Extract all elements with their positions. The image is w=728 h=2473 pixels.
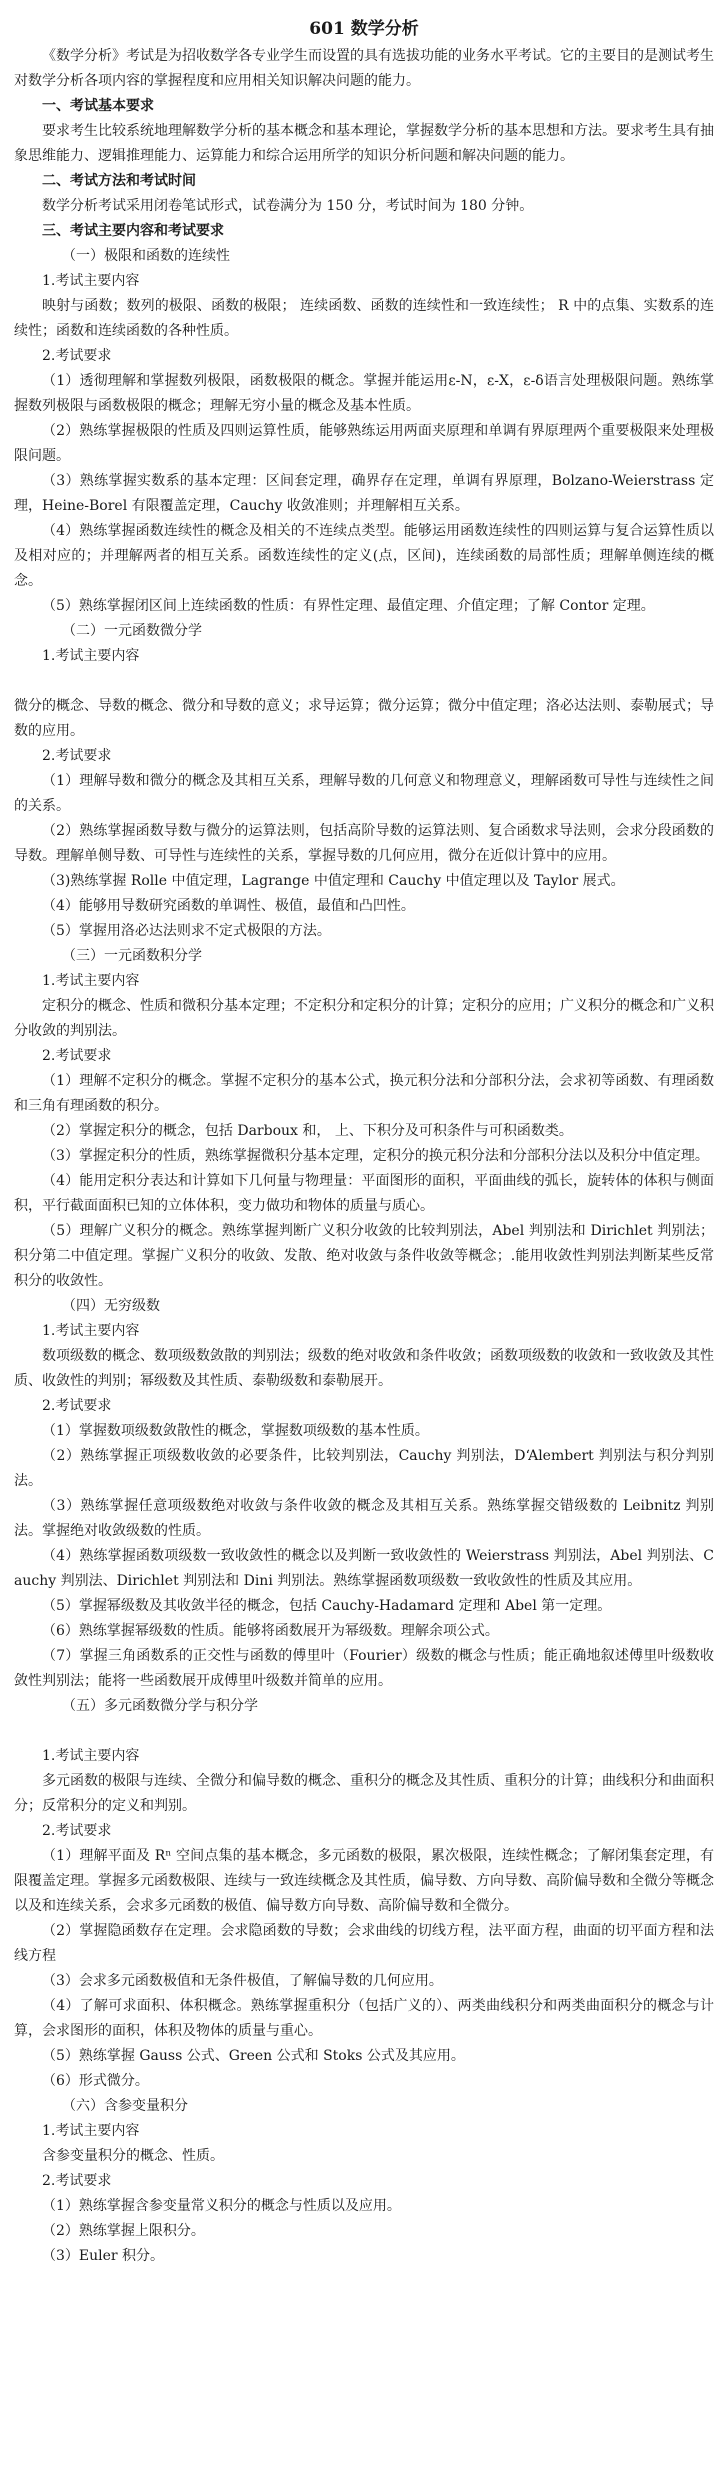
section-heading: 二、考试方法和考试时间 xyxy=(42,173,196,189)
paragraph: 2.考试要求 xyxy=(42,2173,112,2189)
paragraph: （二）一元函数微分学 xyxy=(62,623,202,639)
paragraph: （3）Euler 积分。 xyxy=(42,2248,165,2264)
paragraph: 2.考试要求 xyxy=(42,348,112,364)
paragraph: 含参变量积分的概念、性质。 xyxy=(42,2148,224,2164)
paragraph: 数学分析考试采用闭卷笔试形式，试卷满分为 150 分，考试时间为 180 分钟。 xyxy=(42,198,534,214)
paragraph: （3）掌握定积分的性质，熟练掌握微积分基本定理，定积分的换元积分法和分部积分法以及积分中值定理。 xyxy=(42,1148,709,1164)
paragraph: （5）熟练掌握闭区间上连续函数的性质：有界性定理、最值定理、介值定理；了解 Contor 定理。 xyxy=(42,598,655,614)
paragraph: 映射与函数；数列的极限、函数的极限； 连续函数、函数的连续性和一致连续性； R 中的点集、实数系的连续性；函数和连续函数的各种性质。 xyxy=(14,298,714,339)
paragraph: （4）熟练掌握函数连续性的概念及相关的不连续点类型。能够运用函数连续性的四则运算与复合运算性质以及相对应的；并理解两者的相互关系。函数连续性的定义(点，区间)，连续函数的局部性质；理解单侧连续的概念。 xyxy=(14,523,714,589)
paragraph: （5）掌握幂级数及其收敛半径的概念，包括 Cauchy-Hadamard 定理和 Abel 第一定理。 xyxy=(42,1598,612,1614)
page-title: 601 数学分析 xyxy=(309,19,419,39)
paragraph: （3)熟练掌握 Rolle 中值定理，Lagrange 中值定理和 Cauchy 中值定理以及 Taylor 展式。 xyxy=(42,873,625,889)
paragraph: （6）熟练掌握幂级数的性质。能够将函数展开为幂级数。理解余项公式。 xyxy=(42,1623,499,1639)
paragraph: （一）极限和函数的连续性 xyxy=(62,248,230,264)
paragraph: （4）能够用导数研究函数的单调性、极值，最值和凸凹性。 xyxy=(42,898,415,914)
paragraph: （4）能用定积分表达和计算如下几何量与物理量：平面图形的面积，平面曲线的弧长，旋转体的体积与侧面积，平行截面面积已知的立体体积，变力做功和物体的质量与质心。 xyxy=(14,1173,714,1214)
paragraph: （2）熟练掌握上限积分。 xyxy=(42,2223,205,2239)
paragraph: （6）形式微分。 xyxy=(42,2073,149,2089)
paragraph: 微分的概念、导数的概念、微分和导数的意义；求导运算；微分运算；微分中值定理；洛必达法则、泰勒展式；导数的应用。 xyxy=(14,698,714,739)
paragraph: （2）熟练掌握函数导数与微分的运算法则，包括高阶导数的运算法则、复合函数求导法则，会求分段函数的导数。理解单侧导数、可导性与连续性的关系，掌握导数的几何应用，微分在近似计算中的应用。 xyxy=(14,823,714,864)
paragraph: （2）掌握定积分的概念，包括 Darboux 和， 上、下积分及可积条件与可积函数类。 xyxy=(42,1123,573,1139)
paragraph: 2.考试要求 xyxy=(42,1048,112,1064)
paragraph: 多元函数的极限与连续、全微分和偏导数的概念、重积分的概念及其性质、重积分的计算；曲线积分和曲面积分；反常积分的定义和判别。 xyxy=(14,1773,714,1814)
paragraph: （3）熟练掌握实数系的基本定理：区间套定理，确界存在定理，单调有界原理，Bolzano-Weierstrass 定理，Heine-Borel 有限覆盖定理，Cauchy 收敛准则；并理解相互关系。 xyxy=(14,473,714,514)
paragraph: （4）了解可求面积、体积概念。熟练掌握重积分（包括广义的）、两类曲线积分和两类曲面积分的概念与计算，会求图形的面积，体积及物体的质量与重心。 xyxy=(14,1998,714,2039)
paragraph: 1.考试主要内容 xyxy=(42,973,140,989)
paragraph: 1.考试主要内容 xyxy=(42,1323,140,1339)
paragraph: （3）熟练掌握任意项级数绝对收敛与条件收敛的概念及其相互关系。熟练掌握交错级数的 Leibnitz 判别法。掌握绝对收敛级数的性质。 xyxy=(14,1498,714,1539)
paragraph: 1.考试主要内容 xyxy=(42,2123,140,2139)
paragraph: 2.考试要求 xyxy=(42,748,112,764)
paragraph: （7）掌握三角函数系的正交性与函数的傅里叶（Fourier）级数的概念与性质；能正确地叙述傅里叶级数收敛性判别法；能将一些函数展开成傅里叶级数并简单的应用。 xyxy=(14,1648,714,1689)
paragraph: 1.考试主要内容 xyxy=(42,648,140,664)
paragraph: （2）熟练掌握正项级数收敛的必要条件，比较判别法，Cauchy 判别法，D‘Alembert 判别法与积分判别法。 xyxy=(14,1448,714,1489)
paragraph: 1.考试主要内容 xyxy=(42,273,140,289)
paragraph: （1）理解平面及 Rⁿ 空间点集的基本概念，多元函数的极限，累次极限，连续性概念；了解闭集套定理，有限覆盖定理。掌握多元函数极限、连续与一致连续概念及其性质，偏导数、方向导数、高阶偏导数和全微分等概念以及和连续关系，会求多元函数的极值、偏导数方向导数、高阶偏导数和全微分。 xyxy=(14,1848,714,1914)
paragraph: （5）熟练掌握 Gauss 公式、Green 公式和 Stoks 公式及其应用。 xyxy=(42,2048,465,2064)
paragraph: （四）无穷级数 xyxy=(62,1298,160,1314)
paragraph: 1.考试主要内容 xyxy=(42,1748,140,1764)
section-heading: 一、考试基本要求 xyxy=(42,98,154,114)
paragraph: （2）熟练掌握极限的性质及四则运算性质，能够熟练运用两面夹原理和单调有界原理两个重要极限来处理极限问题。 xyxy=(14,423,714,464)
paragraph: （1）透彻理解和掌握数列极限，函数极限的概念。掌握并能运用ε-N，ε-X，ε-δ语言处理极限问题。熟练掌握数列极限与函数极限的概念；理解无穷小量的概念及基本性质。 xyxy=(14,373,714,414)
paragraph: （六）含参变量积分 xyxy=(62,2098,188,2114)
paragraph: （1）理解导数和微分的概念及其相互关系，理解导数的几何意义和物理意义，理解函数可导性与连续性之间的关系。 xyxy=(14,773,714,814)
paragraph: 数项级数的概念、数项级数敛散的判别法；级数的绝对收敛和条件收敛；函数项级数的收敛和一致收敛及其性质、收敛性的判别；幂级数及其性质、泰勒级数和泰勒展开。 xyxy=(14,1348,714,1389)
paragraph: 2.考试要求 xyxy=(42,1823,112,1839)
paragraph: （5）掌握用洛必达法则求不定式极限的方法。 xyxy=(42,923,331,939)
paragraph: （三）一元函数积分学 xyxy=(62,948,202,964)
paragraph: （五）多元函数微分学与积分学 xyxy=(62,1698,258,1714)
paragraph: 《数学分析》考试是为招收数学各专业学生而设置的具有选拔功能的业务水平考试。它的主要目的是测试考生对数学分析各项内容的掌握程度和应用相关知识解决问题的能力。 xyxy=(14,48,714,89)
paragraph: （2）掌握隐函数存在定理。会求隐函数的导数；会求曲线的切线方程，法平面方程，曲面的切平面方程和法线方程 xyxy=(14,1923,714,1964)
document-body xyxy=(14,44,714,2269)
paragraph: 要求考生比较系统地理解数学分析的基本概念和基本理论，掌握数学分析的基本思想和方法。要求考生具有抽象思维能力、逻辑推理能力、运算能力和综合运用所学的知识分析问题和解决问题的能力。 xyxy=(14,123,714,164)
paragraph: 2.考试要求 xyxy=(42,1398,112,1414)
paragraph: （1）理解不定积分的概念。掌握不定积分的基本公式，换元积分法和分部积分法，会求初等函数、有理函数和三角有理函数的积分。 xyxy=(14,1073,714,1114)
paragraph: （1）掌握数项级数敛散性的概念，掌握数项级数的基本性质。 xyxy=(42,1423,429,1439)
paragraph: （4）熟练掌握函数项级数一致收敛性的概念以及判断一致收敛性的 Weierstrass 判别法，Abel 判别法、Cauchy 判别法、Dirichlet 判别法和 Dini 判别法。熟练掌握函数项级数一致收敛性的性质及其应用。 xyxy=(14,1548,714,1589)
paragraph: （5）理解广义积分的概念。熟练掌握判断广义积分收敛的比较判别法，Abel 判别法和 Dirichlet 判别法；积分第二中值定理。掌握广义积分的收敛、发散、绝对收敛与条件收敛等概念；.能用收敛性判别法判断某些反常积分的收敛性。 xyxy=(14,1223,714,1289)
paragraph: 定积分的概念、性质和微积分基本定理；不定积分和定积分的计算；定积分的应用；广义积分的概念和广义积分收敛的判别法。 xyxy=(14,998,714,1039)
paragraph: （1）熟练掌握含参变量常义积分的概念与性质以及应用。 xyxy=(42,2198,401,2214)
section-heading: 三、考试主要内容和考试要求 xyxy=(42,223,224,239)
paragraph: （3）会求多元函数极值和无条件极值，了解偏导数的几何应用。 xyxy=(42,1973,443,1989)
